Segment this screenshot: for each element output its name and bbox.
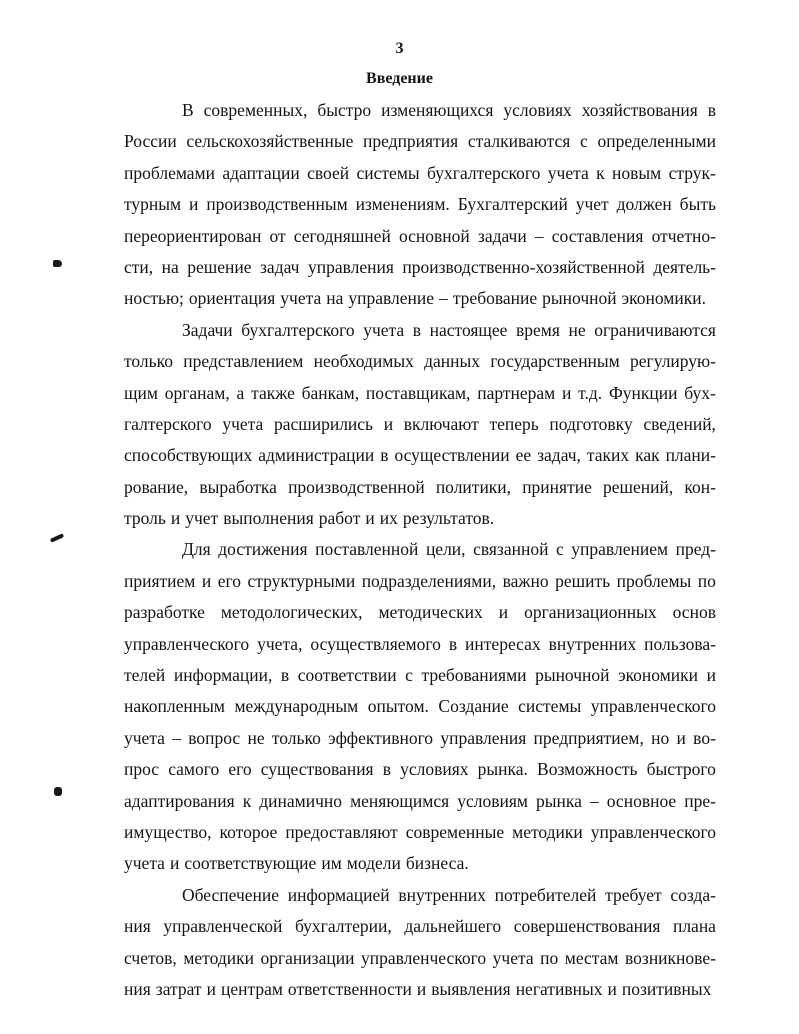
text-line: Обеспечение информацией внутренних потребителей требует созда- — [182, 884, 716, 905]
text-line: ния затрат и центрам ответственности и выявления негативных и позитивных — [124, 978, 712, 999]
ink-spot-mark — [50, 533, 64, 543]
text-line: телей информации, в соответствии с требованиями рыночной экономики и — [124, 665, 716, 686]
text-line: учета – вопрос не только эффективного управления предприятием, но и во- — [124, 727, 716, 748]
text-line: способствующих администрации в осуществлении ее задач, таких как плани- — [124, 445, 716, 466]
text-line: переориентирован от сегодняшней основной задачи – составления отчетно- — [124, 225, 716, 246]
section-heading: Введение — [366, 70, 433, 87]
text-line: только представлением необходимых данных государственным регулирую- — [124, 351, 716, 372]
text-line: накопленным международным опытом. Создание системы управленческого — [124, 696, 716, 717]
text-line: адаптирования к динамично меняющимся условиям рынка – основное пре- — [124, 790, 716, 811]
text-line: щим органам, а также банкам, поставщикам, партнерам и т.д. Функции бух- — [124, 382, 716, 403]
text-line: прос самого его существования в условиях рынка. Возможность быстрого — [124, 759, 716, 780]
text-line: управленческого учета, осуществляемого в интересах внутренних пользова- — [124, 633, 716, 654]
text-line: учета и соответствующие им модели бизнеса. — [124, 853, 469, 874]
text-line: ния управленческой бухгалтерии, дальнейшего совершенствования плана — [124, 916, 716, 937]
text-line: турным и производственным изменениям. Бухгалтерский учет должен быть — [124, 194, 716, 215]
ink-spot-mark — [54, 787, 62, 796]
ink-spot-mark — [53, 260, 62, 267]
text-line: рование, выработка производственной политики, принятие решений, кон- — [124, 476, 716, 497]
text-line: счетов, методики организации управленческого учета по местам возникнове- — [124, 947, 716, 968]
text-line: сти, на решение задач управления производственно-хозяйственной деятель- — [124, 256, 716, 277]
page-number: 3 — [395, 40, 404, 57]
text-line: В современных, быстро изменяющихся условиях хозяйствования в — [182, 100, 716, 120]
text-line: России сельскохозяйственные предприятия сталкиваются с определенными — [124, 131, 716, 152]
text-line: троль и учет выполнения работ и их результатов. — [124, 508, 495, 529]
text-line: разработке методологических, методических и организационных основ — [124, 602, 716, 623]
text-line: галтерского учета расширились и включают теперь подготовку сведений, — [124, 413, 716, 434]
body-text — [124, 95, 716, 1005]
text-line: имущество, которое предоставляют современные методики управленческого — [124, 821, 716, 842]
text-line: ностью; ориентация учета на управление – требование рыночной экономики. — [124, 288, 706, 309]
text-line: Задачи бухгалтерского учета в настоящее время не ограничиваются — [182, 319, 716, 340]
text-line: приятием и его структурными подразделениями, важно решить проблемы по — [124, 570, 716, 591]
text-line: Для достижения поставленной цели, связанной с управлением пред- — [182, 539, 716, 560]
text-line: проблемами адаптации своей системы бухгалтерского учета к новым струк- — [124, 162, 716, 183]
